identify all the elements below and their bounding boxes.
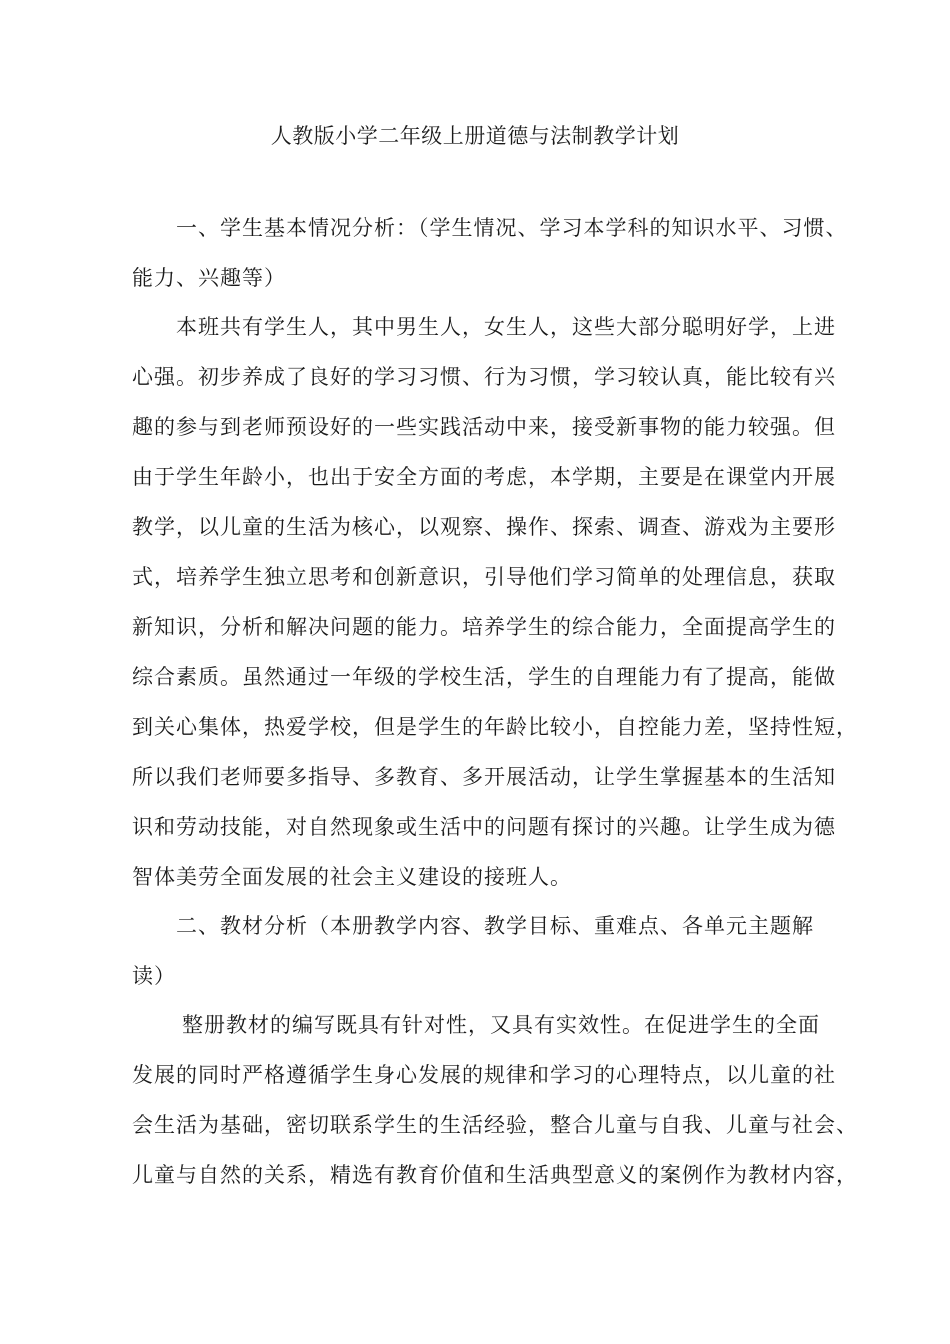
text-line: 智体美劳全面发展的社会主义建设的接班人。 [132, 865, 572, 889]
text-line: 式，培养学生独立思考和创新意识，引导他们学习简单的处理信息，获取 [132, 565, 836, 589]
text-line: 到关心集体，热爱学校，但是学生的年龄比较小，自控能力差，坚持性短， [132, 715, 858, 739]
text-line: 由于学生年龄小，也出于安全方面的考虑，本学期，主要是在课堂内开展 [132, 465, 836, 489]
text-line: 心强。初步养成了良好的学习习惯、行为习惯，学习较认真，能比较有兴 [132, 365, 836, 389]
text-line: 读） [132, 964, 176, 988]
document-title: 人教版小学二年级上册道德与法制教学计划 [270, 124, 680, 148]
text-line: 所以我们老师要多指导、多教育、多开展活动，让学生掌握基本的生活知 [132, 765, 836, 789]
text-line: 识和劳动技能，对自然现象或生活中的问题有探讨的兴趣。让学生成为德 [132, 815, 836, 839]
text-line: 新知识，分析和解决问题的能力。培养学生的综合能力，全面提高学生的 [132, 615, 836, 639]
text-line: 能力、兴趣等） [132, 266, 286, 290]
section-heading-1: 一、学生基本情况分析：（学生情况、学习本学科的知识水平、习惯、 [176, 216, 848, 240]
text-line: 综合素质。虽然通过一年级的学校生活，学生的自理能力有了提高，能做 [132, 665, 836, 689]
text-line: 本班共有学生人，其中男生人，女生人，这些大部分聪明好学，上进 [176, 315, 836, 339]
text-line: 趣的参与到老师预设好的一些实践活动中来，接受新事物的能力较强。但 [132, 415, 836, 439]
text-line: 整册教材的编写既具有针对性，又具有实效性。在促进学生的全面 [182, 1013, 820, 1037]
section-heading-2: 二、教材分析（本册教学内容、教学目标、重难点、各单元主题解 [176, 914, 814, 938]
text-line: 发展的同时严格遵循学生身心发展的规律和学习的心理特点，以儿童的社 [132, 1063, 836, 1087]
text-line: 会生活为基础，密切联系学生的生活经验，整合儿童与自我、儿童与社会、 [132, 1113, 858, 1137]
text-line: 教学，以儿童的生活为核心，以观察、操作、探索、调查、游戏为主要形 [132, 515, 836, 539]
text-line: 儿童与自然的关系，精选有教育价值和生活典型意义的案例作为教材内容， [132, 1163, 858, 1187]
